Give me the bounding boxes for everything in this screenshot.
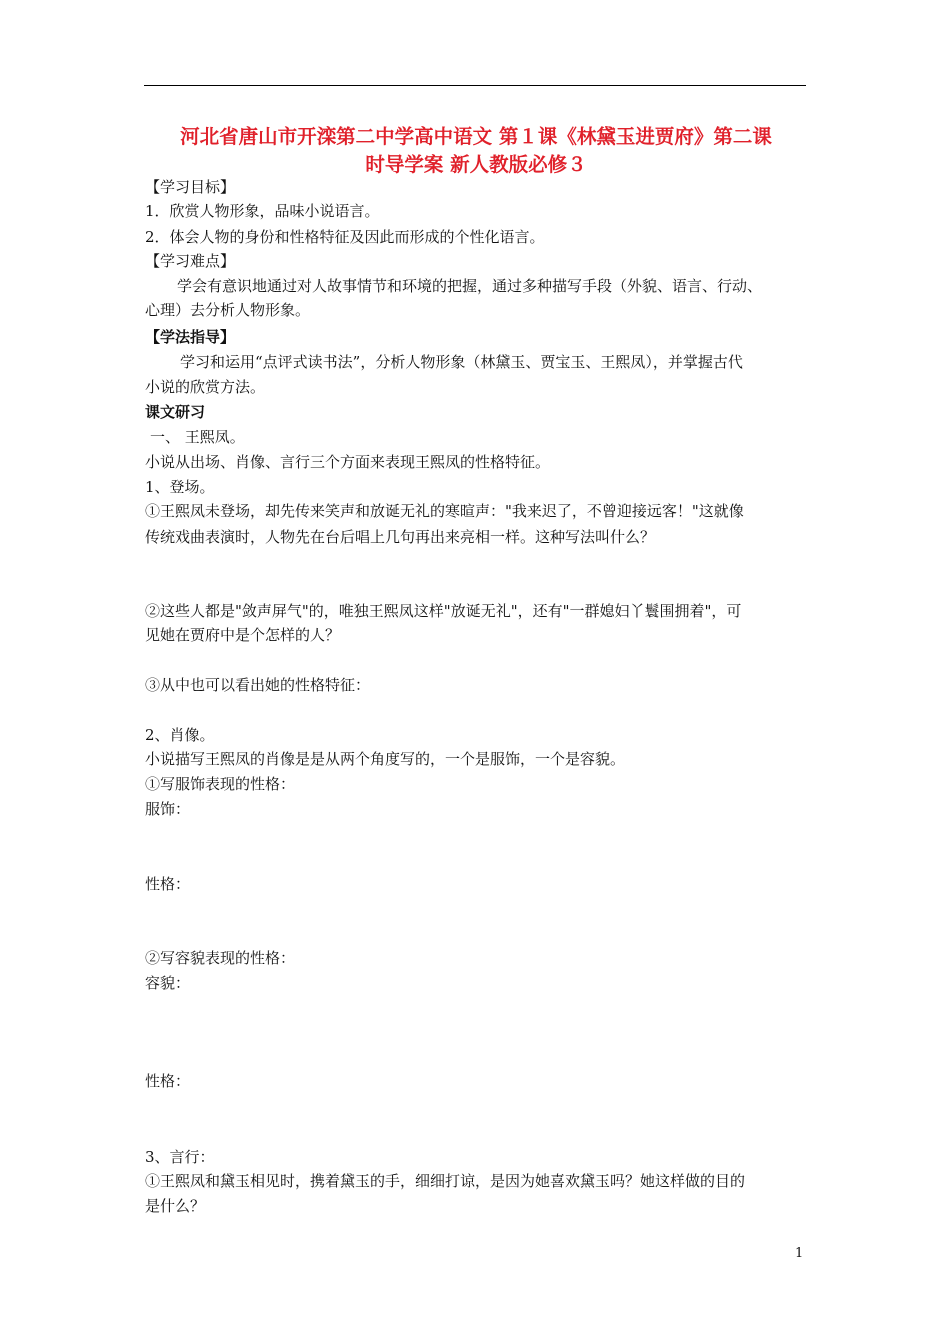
title-line-2: 时导学案 新人教版必修３ (365, 153, 587, 176)
objectives-heading: 【学习目标】 (145, 178, 236, 196)
part-1-question-2-line-1: ②这些人都是"敛声屏气"的，唯独王熙凤这样"放诞无礼"，还有"一群媳妇丫鬟围拥着"，可 (145, 602, 742, 620)
study-heading: 课文研习 (145, 403, 206, 421)
objective-item-2: 2．体会人物的身份和性格特征及因此而形成的个性化语言。 (145, 228, 545, 246)
part-1-question-1-line-1: ①王熙凤未登场，却先传来笑声和放诞无礼的寒暄声："我来迟了，不曾迎接远客！"这就像 (145, 502, 744, 520)
document-title (140, 123, 812, 179)
part-1-question-3: ③从中也可以看出她的性格特征： (145, 676, 371, 694)
part-1-heading: 1、登场。 (145, 478, 215, 496)
character-label-2: 性格： (145, 1072, 191, 1090)
part-3-heading: 3、言行： (145, 1148, 215, 1166)
part-2-question-2: ②写容貌表现的性格： (145, 949, 296, 967)
difficulty-text-line-2: 心理）去分析人物形象。 (145, 301, 311, 319)
part-3-question-1-line-1: ①王熙凤和黛玉相见时，携着黛玉的手，细细打谅，是因为她喜欢黛玉吗？她这样做的目的 (145, 1172, 746, 1190)
part-1-question-2-line-2: 见她在贾府中是个怎样的人？ (145, 626, 341, 644)
method-heading: 【学法指导】 (145, 328, 236, 346)
difficulty-text-line-1: 学会有意识地通过对人故事情节和环境的把握，通过多种描写手段（外貌、语言、行动、 (177, 277, 763, 295)
part-2-heading: 2、肖像。 (145, 726, 215, 744)
part-1-question-1-line-2: 传统戏曲表演时，人物先在台后唱上几句再出来亮相一样。这种写法叫什么？ (145, 528, 656, 546)
title-line-1: 河北省唐山市开滦第二中学高中语文 第１课《林黛玉进贾府》第二课 (180, 125, 772, 148)
objective-item-1: 1．欣赏人物形象，品味小说语言。 (145, 202, 380, 220)
difficulty-heading: 【学习难点】 (145, 252, 236, 270)
part-3-question-1-line-2: 是什么？ (145, 1197, 206, 1215)
clothing-label: 服饰： (145, 800, 191, 818)
page-number: 1 (795, 1246, 804, 1261)
character-label-1: 性格： (145, 875, 191, 893)
looks-label: 容貌： (145, 974, 191, 992)
section-1-heading: 一、 王熙凤。 (150, 428, 245, 446)
part-2-intro: 小说描写王熙凤的肖像是是从两个角度写的，一个是服饰，一个是容貌。 (145, 750, 626, 768)
part-2-question-1: ①写服饰表现的性格： (145, 775, 296, 793)
method-text-line-1: 学习和运用“点评式读书法”，分析人物形象（林黛玉、贾宝玉、王熙凤），并掌握古代 (180, 353, 743, 371)
section-1-intro: 小说从出场、肖像、言行三个方面来表现王熙凤的性格特征。 (145, 453, 551, 471)
header-rule (144, 85, 806, 86)
method-text-line-2: 小说的欣赏方法。 (145, 378, 266, 396)
